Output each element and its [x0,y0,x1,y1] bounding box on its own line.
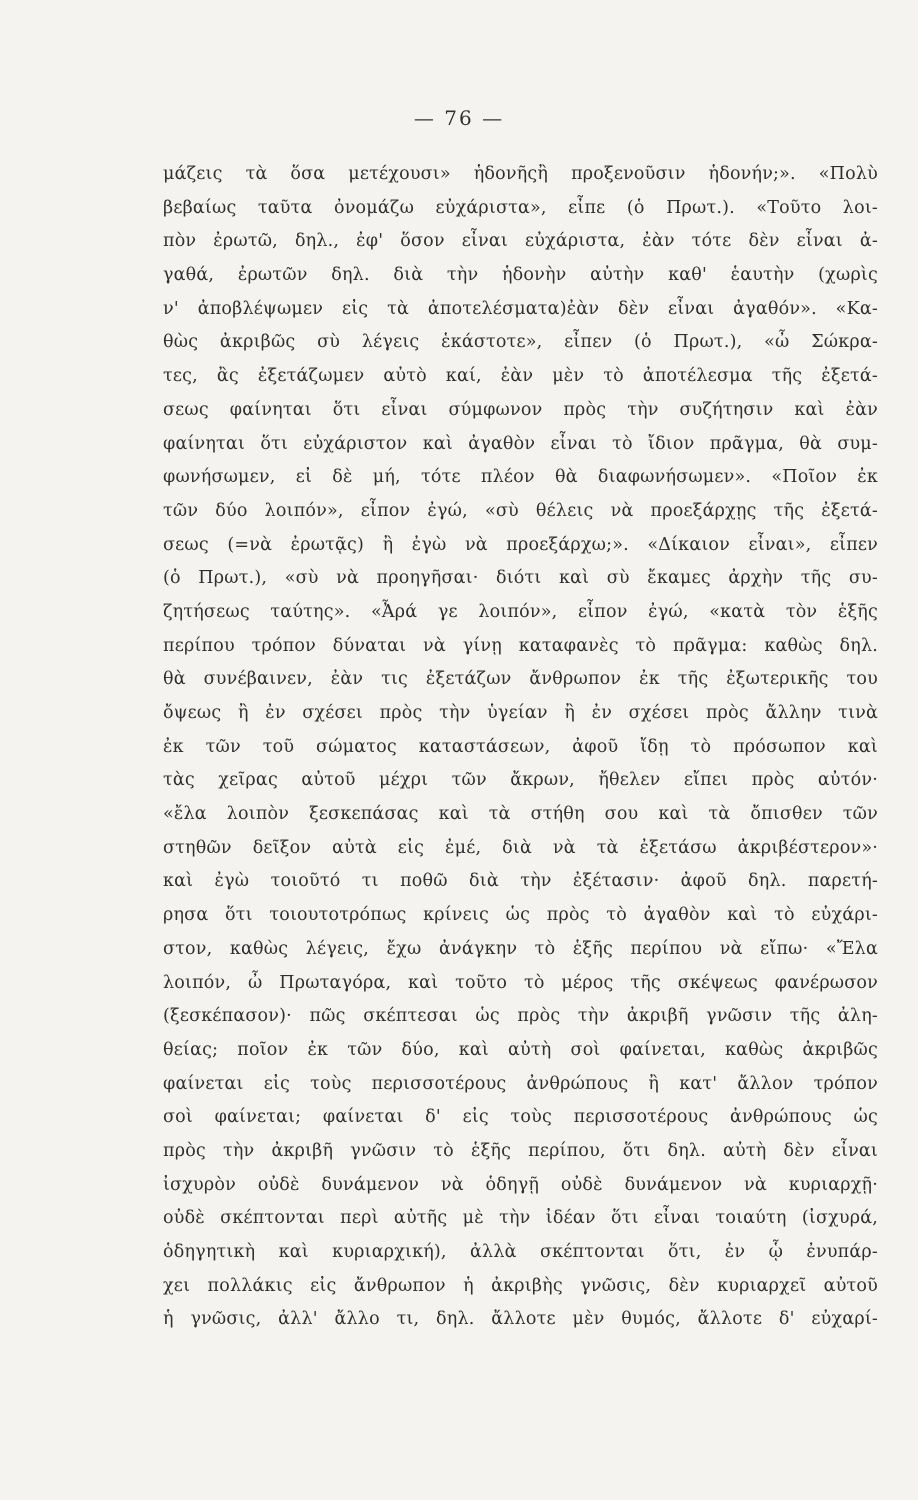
text-line: ν' ἀποβλέψωμεν εἰς τὰ ἀποτελέσματα)ἐὰν δὲν εἶναι ἀγαθόν». «Κα- [163,298,878,319]
text-line: τες, ἂς ἐξετάζωμεν αὐτὸ καί, ἐὰν μὲν τὸ ἀποτέλεσμα τῆς ἐξετά- [163,366,878,387]
text-line: ἡ γνῶσις, ἀλλ' ἄλλο τι, δηλ. ἄλλοτε μὲν θυμός, ἄλλοτε δ' εὐχαρί- [163,1309,878,1330]
text-line: σεως (=νὰ ἐρωτᾷς) ἢ ἐγὼ νὰ προεξάρχω;». «Δίκαιον εἶναι», εἶπεν [163,534,878,555]
text-line [163,1337,878,1371]
text-line: (ὁ Πρωτ.), «σὺ νὰ προηγῆσαι· διότι καὶ σὺ ἔκαμες ἀρχὴν τῆς συ- [163,568,878,589]
text-line: στηθῶν δεῖξον αὐτὰ εἰς ἐμέ, διὰ νὰ τὰ ἐξετάσω ἀκριβέστερον»· [163,837,878,858]
text-line: ζητήσεως ταύτης». «Ἆρά γε λοιπόν», εἶπον ἐγώ, «κατὰ τὸν ἑξῆς [163,601,878,622]
text-line: χει πολλάκις εἰς ἄνθρωπον ἡ ἀκριβὴς γνῶσις, δὲν κυριαρχεῖ αὐτοῦ [163,1275,878,1296]
text-line: λοιπόν, ὦ Πρωταγόρα, καὶ τοῦτο τὸ μέρος τῆς σκέψεως φανέρωσον [163,972,878,993]
page-number: — 76 — [413,106,505,130]
text-line: τῶν δύο λοιπόν», εἶπον ἐγώ, «σὺ θέλεις νὰ προεξάρχῃς τῆς ἐξετά- [163,500,878,521]
text-line: σοὶ φαίνεται; φαίνεται δ' εἰς τοὺς περισσοτέρους ἀνθρώπους ὡς [163,1107,878,1128]
text-line: καὶ ἐγὼ τοιοῦτό τι ποθῶ διὰ τὴν ἐξέτασιν· ἀφοῦ δηλ. παρετή- [163,871,878,892]
text-line: θὼς ἀκριβῶς σὺ λέγεις ἑκάστοτε», εἶπεν (ὁ Πρωτ.), «ὦ Σώκρα- [163,332,878,353]
text-line: φωνήσωμεν, εἰ δὲ μή, τότε πλέον θὰ διαφωνήσωμεν». «Ποῖον ἐκ [163,467,878,488]
text-line: μάζεις τὰ ὅσα μετέχουσι» ἡδονῆςἢ προξενοῦσιν ἡδονήν;». «Πολὺ [163,164,878,184]
text-line: ἰσχυρὸν οὐδὲ δυνάμενον νὰ ὁδηγῇ οὐδὲ δυνάμενον νὰ κυριαρχῇ· [163,1174,878,1195]
text-line: θὰ συνέβαινεν, ἐὰν τις ἐξετάζων ἄνθρωπον ἐκ τῆς ἐξωτερικῆς του [163,669,878,690]
body-text [163,158,878,1371]
text-line: ρησα ὅτι τοιουτοτρόπως κρίνεις ὡς πρὸς τὸ ἀγαθὸν καὶ τὸ εὐχάρι- [163,905,878,926]
text-line: περίπου τρόπον δύναται νὰ γίνῃ καταφανὲς τὸ πρᾶγμα: καθὼς δηλ. [163,635,878,656]
text-line: γαθά, ἐρωτῶν δηλ. διὰ τὴν ἡδονὴν αὐτὴν καθ' ἑαυτὴν (χωρὶς [163,265,878,286]
text-line: ὁδηγητικὴ καὶ κυριαρχική), ἀλλὰ σκέπτονται ὅτι, ἐν ᾧ ἐνυπάρ- [163,1242,878,1262]
text-line: οὐδὲ σκέπτονται περὶ αὐτῆς μὲ τὴν ἰδέαν ὅτι εἶναι τοιαύτη (ἰσχυρά, [163,1208,878,1229]
text-line: σεως φαίνηται ὅτι εἶναι σύμφωνον πρὸς τὴν συζήτησιν καὶ ἐὰν [163,399,878,420]
text-line: ἐκ τῶν τοῦ σώματος καταστάσεων, ἀφοῦ ἴδῃ τὸ πρόσωπον καὶ [163,736,878,757]
text-line: πρὸς τὴν ἀκριβῆ γνῶσιν τὸ ἑξῆς περίπου, ὅτι δηλ. αὐτὴ δὲν εἶναι [163,1140,878,1161]
text-line: βεβαίως ταῦτα ὀνομάζω εὐχάριστα», εἶπε (ὁ Πρωτ.). «Τοῦτο λοι- [163,197,878,218]
text-line: φαίνηται ὅτι εὐχάριστον καὶ ἀγαθὸν εἶναι τὸ ἴδιον πρᾶγμα, θὰ συμ- [163,433,878,454]
text-line: ὄψεως ἢ ἐν σχέσει πρὸς τὴν ὑγείαν ἢ ἐν σχέσει πρὸς ἄλλην τινὰ [163,703,878,723]
text-line: (ξεσκέπασον)· πῶς σκέπτεσαι ὡς πρὸς τὴν ἀκριβῆ γνῶσιν τῆς ἀλη- [163,1006,878,1027]
text-line: στον, καθὼς λέγεις, ἔχω ἀνάγκην τὸ ἑξῆς περίπου νὰ εἴπω· «Ἔλα [163,938,878,959]
text-line: «ἔλα λοιπὸν ξεσκεπάσας καὶ τὰ στήθη σου καὶ τὰ ὄπισθεν τῶν [163,804,878,825]
text-line: θείας; ποῖον ἐκ τῶν δύο, καὶ αὐτὴ σοὶ φαίνεται, καθὼς ἀκριβῶς [163,1039,878,1060]
text-line: πὸν ἐρωτῶ, δηλ., ἐφ' ὅσον εἶναι εὐχάριστα, ἐὰν τότε δὲν εἶναι ἀ- [163,231,878,252]
text-line: τὰς χεῖρας αὐτοῦ μέχρι τῶν ἄκρων, ἤθελεν εἴπει πρὸς αὐτόν· [163,770,878,791]
text-line: φαίνεται εἰς τοὺς περισσοτέρους ἀνθρώπους ἢ κατ' ἄλλον τρόπον [163,1073,878,1094]
